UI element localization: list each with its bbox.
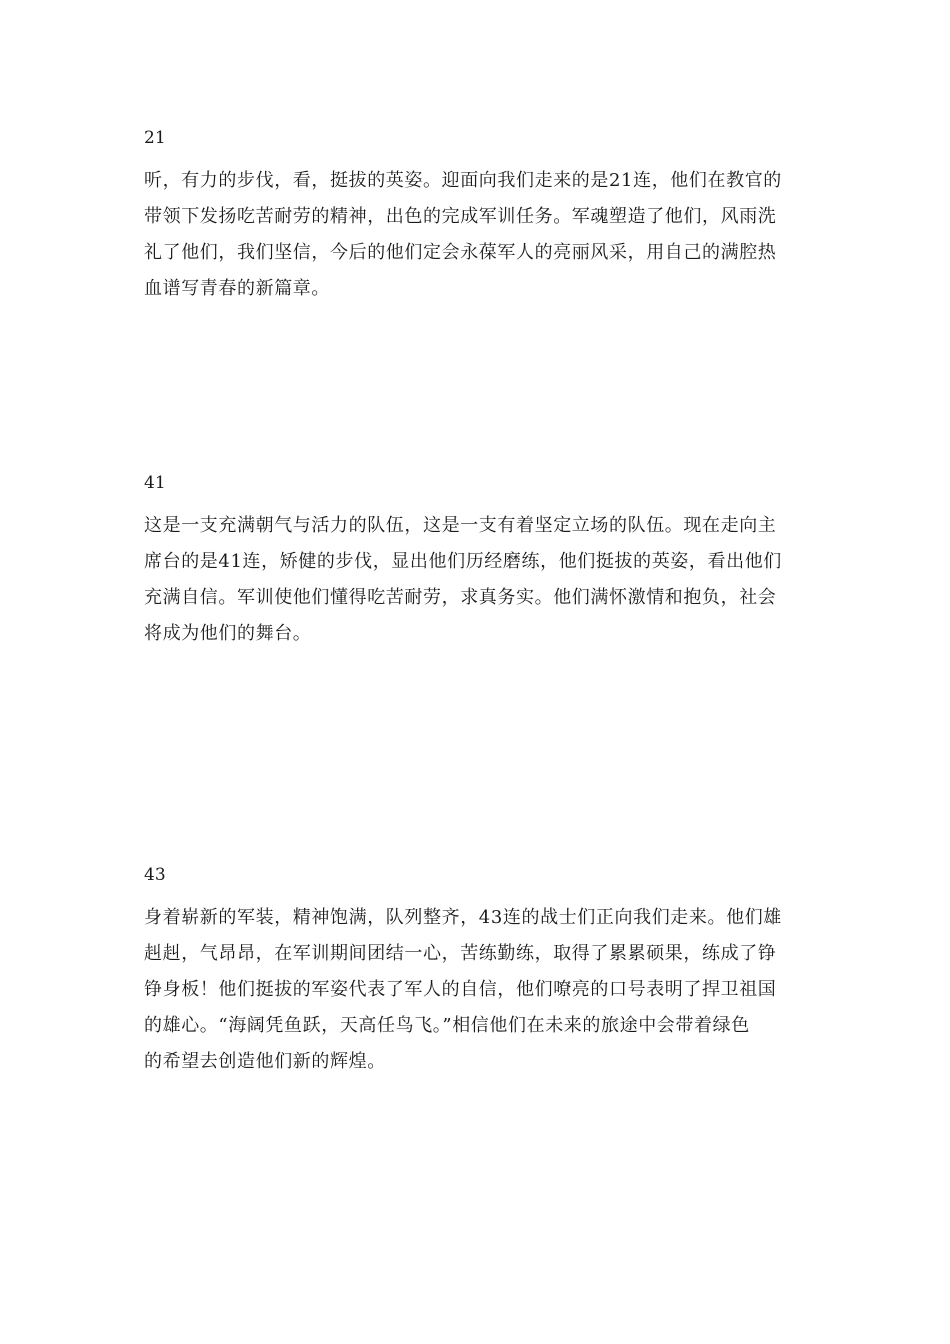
paragraph-line: 带领下发扬吃苦耐劳的精神，出色的完成军训任务。军魂塑造了他们，风雨洗 — [144, 206, 777, 227]
section-41 — [144, 472, 810, 652]
section-number: 41 — [144, 473, 166, 493]
paragraph-line: 听，有力的步伐，看，挺拔的英姿。迎面向我们走来的是21连，他们在教官的 — [144, 170, 782, 191]
section-paragraph — [144, 163, 810, 307]
paragraph-line: 的雄心。“海阔凭鱼跃，天高任鸟飞。”相信他们在未来的旅途中会带着绿色 — [144, 1015, 750, 1036]
paragraph-line: 的希望去创造他们新的辉煌。 — [144, 1051, 386, 1072]
section-number: 21 — [144, 128, 166, 148]
section-paragraph — [144, 900, 810, 1080]
paragraph-line: 席台的是41连，矫健的步伐，显出他们历经磨练，他们挺拔的英姿，看出他们 — [144, 551, 782, 572]
paragraph-line: 这是一支充满朝气与活力的队伍，这是一支有着坚定立场的队伍。现在走向主 — [144, 515, 777, 536]
section-number: 43 — [144, 865, 166, 885]
paragraph-line: 将成为他们的舞台。 — [144, 623, 312, 644]
paragraph-line: 礼了他们，我们坚信，今后的他们定会永葆军人的亮丽风采，用自己的满腔热 — [144, 242, 777, 263]
paragraph-line: 身着崭新的军装，精神饱满，队列整齐，43连的战士们正向我们走来。他们雄 — [144, 907, 782, 928]
paragraph-line: 铮身板！他们挺拔的军姿代表了军人的自信，他们嘹亮的口号表明了捍卫祖国 — [144, 979, 777, 1000]
paragraph-line: 赳赳，气昂昂，在军训期间团结一心，苦练勤练，取得了累累硕果，练成了铮 — [144, 943, 777, 964]
section-21 — [144, 127, 810, 307]
section-43 — [144, 864, 810, 1080]
section-paragraph — [144, 508, 810, 652]
paragraph-line: 血谱写青春的新篇章。 — [144, 278, 330, 299]
paragraph-line: 充满自信。军训使他们懂得吃苦耐劳，求真务实。他们满怀激情和抱负，社会 — [144, 587, 777, 608]
